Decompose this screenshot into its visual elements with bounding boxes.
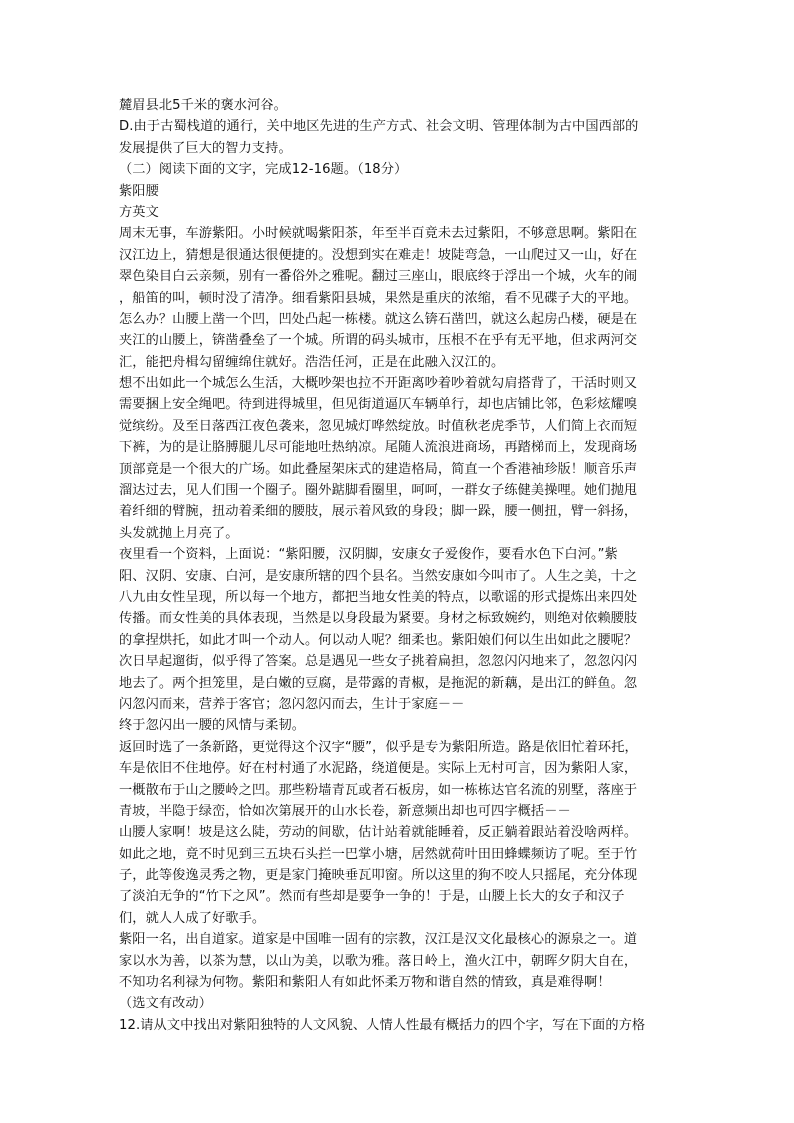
text-line: 闪忽闪而来，营养于客官；忽闪忽闪而去，生计于家庭－－: [119, 696, 465, 712]
question-12: 12.请从文中找出对紫阳独特的人文风貌、人情人性最有概括力的四个字，写在下面的方格: [119, 1017, 646, 1033]
text-line: 夹江的山腰上，锛凿叠垒了一个城。所谓的码头城市，压根不在乎有无平地，但求两河交: [119, 333, 638, 349]
text-line: 发展提供了巨大的智力支持。: [119, 140, 292, 156]
text-line: 夜里看一个资料，上面说：“紫阳腰，汉阴脚，安康女子爱俊作，要看水色下白河。”紫: [119, 547, 618, 563]
text-line: 地去了。两个担笼里，是白嫩的豆腐，是带露的青椒，是拖泥的新藕，是出江的鲜鱼。忽: [119, 675, 638, 691]
text-line: 八九由女性呈现，所以每一个地方，都把当地女性美的特点，以歌谣的形式提炼出来四处: [119, 589, 638, 605]
text-line: 紫阳一名，出自道家。道家是中国唯一固有的宗教，汉江是汉文化最核心的源泉之一。道: [119, 932, 638, 948]
text-line: 了淡泊无争的“竹下之风”。然而有些却是要争一争的！于是，山腰上长大的女子和汉子: [119, 889, 625, 905]
document-page: [119, 95, 675, 1036]
text-line: 觉缤纷。及至日落西江夜色袭来，忽见城灯哗然绽放。时值秋老虎季节，人们简上衣而短: [119, 418, 638, 434]
text-line: 汉江边上，猜想是很通达很便捷的。没想到实在难走！坡陡弯急，一山爬过又一山，好在: [119, 247, 638, 263]
text-line: 下裤，为的是让胳膊腿儿尽可能地吐热纳凉。尾随人流浪进商场，再踏梯而上，发现商场: [119, 440, 638, 456]
text-line: 车是依旧不住地停。好在村村通了水泥路，绕道便是。实际上无村可言，因为紫阳人家，: [119, 761, 638, 777]
text-line: 家以水为善，以茶为慧，以山为美，以歌为雅。落日岭上，渔火江中，朝晖夕阴大自在，: [119, 953, 638, 969]
text-line: 翠色染目白云亲频，别有一番俗外之雅呢。翻过三座山，眼底终于浮出一个城，火车的闹: [119, 269, 638, 285]
text-line: 头发就抛上月亮了。: [119, 525, 239, 541]
text-line: 顶部竟是一个很大的广场。如此叠屋架床式的建造格局，简直一个香港袖珍版！顺音乐声: [119, 461, 638, 477]
text-line: 终于忽闪出一腰的风情与柔韧。: [119, 718, 306, 734]
text-line: 周末无事，车游紫阳。小时候就喝紫阳茶，年至半百竟未去过紫阳，不够意思啊。紫阳在: [119, 226, 638, 242]
text-line: D.由于古蜀栈道的通行，关中地区先进的生产方式、社会文明、管理体制为古中国西部的: [119, 119, 639, 135]
text-line: 子，此等俊逸灵秀之物，更是家门掩映垂瓦叩窗。所以这里的狗不咬人只摇尾，充分体现: [119, 868, 638, 884]
text-line: 需要捆上安全绳吧。待到进得城里，但见街道逼仄车辆单行，却也店铺比邻，色彩炫耀嗅: [119, 397, 638, 413]
text-line: 如此之地，竟不时见到三五块石头拦一巴掌小塘，居然就荷叶田田蜂蝶频访了呢。至于竹: [119, 846, 638, 862]
article-title: 紫阳腰: [119, 183, 159, 199]
text-line: 们，就人人成了好歌手。: [119, 910, 266, 926]
text-line: 怎么办？山腰上凿一个凹，凹处凸起一栋楼。就这么锛石凿凹，就这么起房凸楼，硬是在: [119, 311, 638, 327]
text-line: 阳、汉阴、安康、白河，是安康所辖的四个县名。当然安康如今叫市了。人生之美，十之: [119, 568, 638, 584]
text-line: 返回时选了一条新路，更觉得这个汉字“腰”，似乎是专为紫阳所造。路是依旧忙着环托，: [119, 739, 638, 755]
text-line: 次日早起遛街，似乎得了答案。总是遇见一些女子挑着扁担，忽忽闪闪地来了，忽忽闪闪: [119, 654, 638, 670]
section-heading: （二）阅读下面的文字，完成12-16题。（18分）: [119, 162, 408, 178]
text-line: ，船笛的叫，顿时没了清净。细看紫阳县城，果然是重庆的浓缩，看不见碟子大的平地。: [119, 290, 638, 306]
text-line: 山腰人家啊！坡是这么陡，劳动的间歇，估计站着就能睡着，反正躺着跟站着没啥两样。: [119, 825, 638, 841]
text-line: 麓眉县北5千米的褒水河谷。: [119, 98, 287, 113]
text-line: 汇，能把舟楫勾留缠绵住就好。浩浩任河，正是在此融入汉江的。: [119, 354, 505, 370]
text-line: 的拿捏烘托，如此才叫一个动人。何以动人呢？细柔也。紫阳娘们何以生出如此之腰呢？: [119, 632, 638, 648]
text-line: 传播。而女性美的具体表现，当然是以身段最为紧要。身材之标致婉约，则绝对依赖腰肢: [119, 611, 638, 627]
article-author: 方英文: [119, 204, 159, 220]
text-line: 不知功名利禄为何物。紫阳和紫阳人有如此怀柔万物和谐自然的情致，真是难得啊！: [119, 975, 611, 991]
text-line: 青坡，半隐于绿峦，恰如次第展开的山水长卷，新意频出却也可四字概括－－: [119, 803, 571, 819]
text-line: 一概散布于山之腰岭之凹。那些粉墙青瓦或者石板房，如一栋栋达官名流的别墅，落座于: [119, 782, 638, 798]
text-line: 溜达过去，见人们围一个圈子。圈外踮脚看圈里，呵呵，一群女子练健美操哩。她们抛甩: [119, 483, 638, 499]
text-line: 想不出如此一个城怎么生活，大概吵架也拉不开距离吵着吵着就勾肩搭背了，干活时则又: [119, 376, 638, 392]
source-note: （选文有改动）: [119, 996, 213, 1012]
text-line: 着纤细的臂腕，扭动着柔细的腰肢，展示着风致的身段；脚一跺，腰一侧扭，臂一斜扬，: [119, 504, 638, 520]
